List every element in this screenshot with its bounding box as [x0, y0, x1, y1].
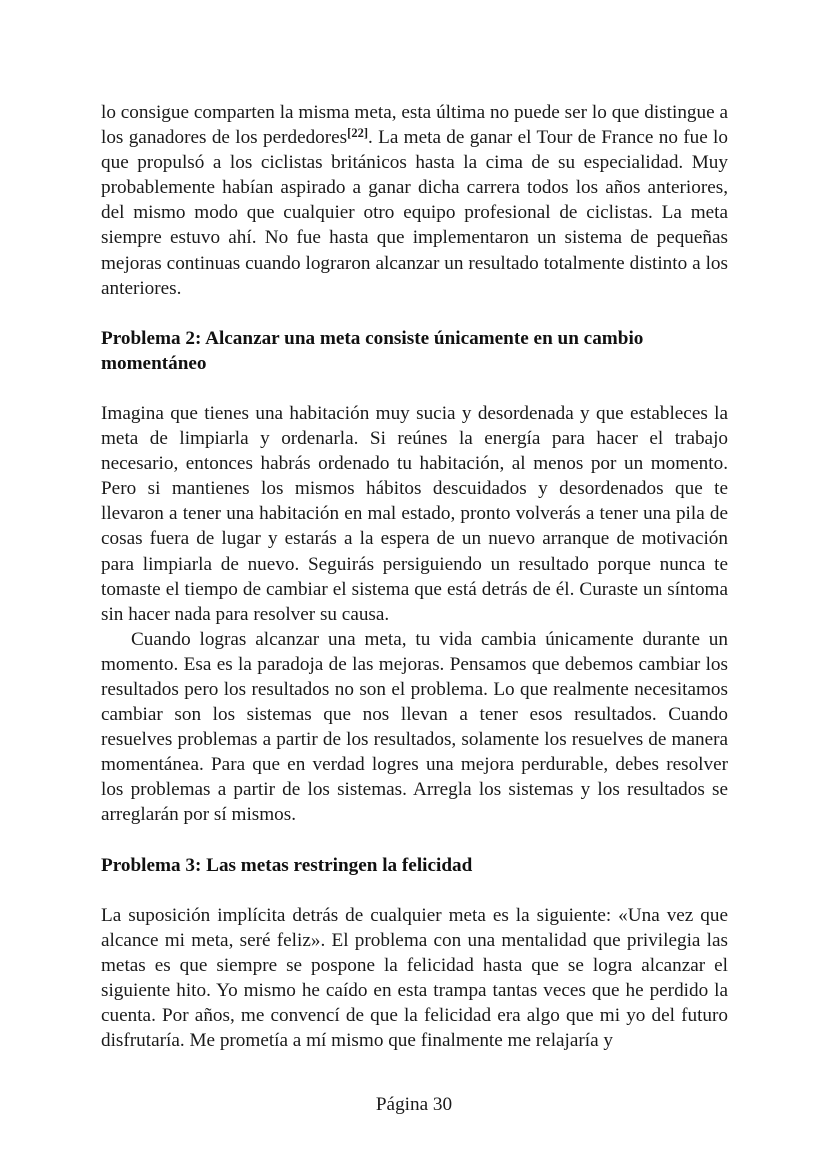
document-page — [101, 100, 728, 1053]
paragraph-2: Imagina que tienes una habitación muy sucia y desordenada y que estableces la meta de limpiarla y ordenarla. Si reúnes la energía para hacer el trabajo necesario, entonces habrás ordenado tu habitación, al menos por un momento. Pero si mantienes los mismos hábitos descuidados y desordenados que te llevaron a tener una habitación en mal estado, pronto volverás a tener una pila de cosas fuera de lugar y estarás a la espera de un nuevo arranque de motivación para limpiarla de nuevo. Seguirás persiguiendo un resultado porque nunca te tomaste el tiempo de cambiar el sistema que está detrás de él. Curaste un síntoma sin hacer nada para resolver su causa. — [101, 402, 728, 625]
page-number-footer: Página 30 — [375, 1094, 453, 1115]
paragraph-1 — [101, 100, 728, 301]
paragraph-3: Cuando logras alcanzar una meta, tu vida cambia únicamente durante un momento. Esa es la paradoja de las mejoras. Pensamos que debemos cambiar los resultados pero los resultados no son el problema. Lo que realmente necesitamos cambiar son los sistemas que nos llevan a tener esos resultados. Cuando resuelves problemas a partir de los resultados, solamente los resuelves de manera momentánea. Para que en verdad logres una mejora perdurable, debes resolver los problemas a partir de los sistemas. Arregla los sistemas y los resultados se arreglarán por sí mismos. — [101, 628, 728, 826]
paragraph-4: La suposición implícita detrás de cualquier meta es la siguiente: «Una vez que alcance mi meta, seré feliz». El problema con una mentalidad que privilegia las metas es que siempre se pospone la felicidad hasta que se logra alcanzar el siguiente hito. Yo mismo he caído en esta trampa tantas veces que he perdido la cuenta. Por años, me convencí de que la felicidad era algo que mi yo del futuro disfrutaría. Me prometía a mí mismo que finalmente me relajaría y — [101, 904, 728, 1052]
section-heading-problema-2: Problema 2: Alcanzar una meta consiste únicamente en un cambio momentáneo — [101, 327, 644, 374]
paragraph-1-text-a: lo consigue comparten la misma meta, esta última no puede ser lo que distingue a los ganadores de los perdedores — [101, 102, 728, 149]
paragraph-1-text-b: . La meta de ganar el Tour de France no fue lo que propulsó a los ciclistas británicos hasta la cima de su especialidad. Muy probablemente habían aspirado a ganar dicha carrera todos los años anteriores, del mismo modo que cualquier otro equipo profesional de ciclistas. La meta siempre estuvo ahí. No fue hasta que implementaron un sistema de pequeñas mejoras continuas cuando lograron alcanzar un resultado totalmente distinto a los anteriores. — [101, 127, 728, 299]
section-heading-problema-3: Problema 3: Las metas restringen la felicidad — [101, 854, 473, 876]
footnote-reference-link[interactable]: [22] — [347, 126, 368, 141]
